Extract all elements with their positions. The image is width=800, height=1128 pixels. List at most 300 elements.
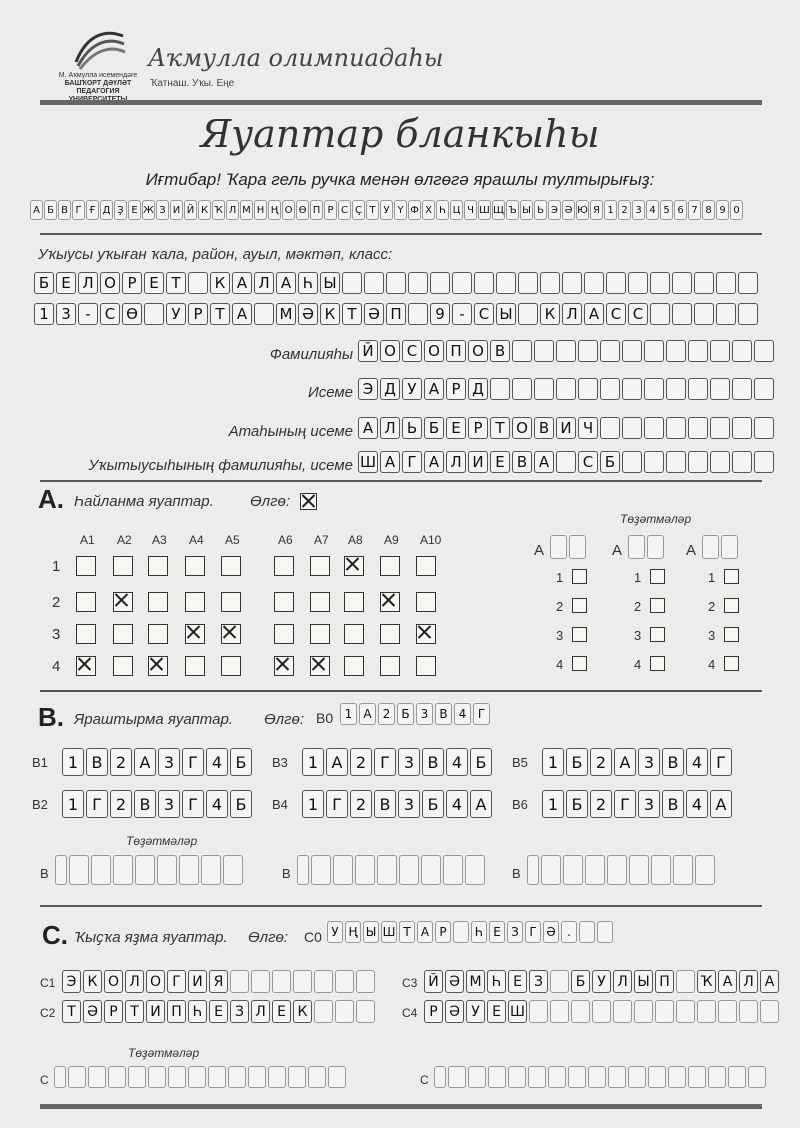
correction-cell (311, 855, 331, 885)
answer-checkbox[interactable] (310, 592, 330, 612)
correction-field[interactable] (297, 855, 485, 885)
letter-cell: В (86, 748, 108, 776)
section-b-letter: B. (38, 702, 64, 732)
letter-cell (622, 378, 642, 400)
answer-checkbox[interactable] (344, 656, 364, 676)
correction-cell (208, 1066, 226, 1088)
answer-checkbox[interactable] (344, 556, 364, 576)
letter-cell: С (474, 303, 494, 325)
letter-cell: Ш (508, 1000, 527, 1023)
letter-cell (650, 272, 670, 294)
correction-checkbox[interactable] (724, 569, 739, 584)
row-number: 4 (52, 658, 61, 675)
answer-field[interactable] (424, 970, 779, 993)
correction-cell[interactable] (569, 535, 586, 559)
answer-checkbox[interactable] (274, 656, 294, 676)
letter-cell: Е (489, 921, 505, 943)
correction-checkbox[interactable] (724, 656, 739, 671)
answer-checkbox[interactable] (185, 624, 205, 644)
letter-cell: Һ (436, 200, 449, 220)
letter-cell: Е (128, 200, 141, 220)
university-line-1: М. Аҡмулла исемендәге (58, 72, 138, 79)
letter-cell: А (710, 790, 732, 818)
letter-cell: 1 (604, 200, 617, 220)
letter-cell (710, 417, 730, 439)
letter-cell: З (507, 921, 523, 943)
letter-cell: Ң (345, 921, 361, 943)
letter-cell: 3 (632, 200, 645, 220)
letter-cell: А (534, 451, 554, 473)
answer-field[interactable] (302, 748, 492, 776)
letter-cell (688, 417, 708, 439)
letter-cell (364, 272, 384, 294)
letter-cell: И (556, 417, 576, 439)
correction-row-number: 3 (708, 628, 716, 643)
correction-cell (168, 1066, 186, 1088)
alphabet-sample (30, 200, 743, 220)
letter-cell: М (276, 303, 296, 325)
letter-cell (144, 303, 164, 325)
answer-checkbox[interactable] (148, 656, 168, 676)
correction-prefix: A (612, 542, 623, 559)
correction-cell (223, 855, 243, 885)
letter-cell: К (210, 272, 230, 294)
letter-cell: Ы (520, 200, 533, 220)
answer-checkbox[interactable] (380, 656, 400, 676)
letter-cell (718, 1000, 737, 1023)
section-c-example-label: Өлгө: (248, 929, 289, 946)
letter-cell: Ю (576, 200, 589, 220)
letter-cell: Б (44, 200, 57, 220)
letter-cell: П (655, 970, 674, 993)
correction-cell (268, 1066, 286, 1088)
correction-cell (297, 855, 309, 885)
correction-field[interactable] (527, 855, 715, 885)
letter-cell (600, 378, 620, 400)
letter-cell (666, 451, 686, 473)
answer-field[interactable] (62, 1000, 375, 1023)
answer-label: B3 (272, 755, 288, 770)
letter-cell (666, 417, 686, 439)
letter-cell: Л (125, 970, 144, 993)
letter-cell (474, 272, 494, 294)
column-header: A7 (314, 533, 329, 547)
letter-cell: 9 (430, 303, 450, 325)
letter-cell: 4 (686, 748, 708, 776)
section-b-title: Яраштырма яуаптар. (74, 711, 233, 728)
answer-checkbox[interactable] (380, 592, 400, 612)
answer-checkbox[interactable] (310, 556, 330, 576)
letter-cell: 4 (446, 748, 468, 776)
correction-row-number: 4 (556, 657, 564, 672)
correction-checkbox[interactable] (650, 569, 665, 584)
answer-field[interactable] (62, 970, 375, 993)
letter-cell: 2 (590, 790, 612, 818)
school-line-1[interactable] (34, 272, 758, 294)
letter-cell: Г (525, 921, 541, 943)
letter-cell: Р (324, 200, 337, 220)
correction-checkbox[interactable] (650, 598, 665, 613)
letter-cell: А (358, 417, 378, 439)
answer-checkbox[interactable] (274, 624, 294, 644)
letter-cell (676, 970, 695, 993)
letter-cell (408, 272, 428, 294)
correction-cell[interactable] (647, 535, 664, 559)
correction-field[interactable] (54, 1066, 346, 1088)
correction-cell (355, 855, 375, 885)
section-a-title: Һайланма яуаптар. (74, 493, 214, 510)
answer-label: C2 (40, 1006, 56, 1020)
correction-row-number: 1 (708, 570, 716, 585)
letter-cell: В (374, 790, 396, 818)
letter-cell (644, 340, 664, 362)
letter-cell (634, 1000, 653, 1023)
correction-checkbox[interactable] (724, 598, 739, 613)
answer-checkbox[interactable] (344, 624, 364, 644)
letter-cell (550, 1000, 569, 1023)
section-b-example (340, 703, 490, 725)
letter-cell: Г (182, 748, 204, 776)
correction-cell (108, 1066, 126, 1088)
answer-field[interactable] (302, 790, 492, 818)
letter-cell: К (198, 200, 211, 220)
letter-cell: Л (380, 417, 400, 439)
letter-cell: Е (487, 1000, 506, 1023)
letter-cell (453, 921, 469, 943)
letter-cell (386, 272, 406, 294)
name-label: Исеме (307, 384, 353, 401)
answer-checkbox[interactable] (416, 592, 436, 612)
letter-cell: Ҡ (212, 200, 225, 220)
answer-label: C4 (402, 1006, 418, 1020)
correction-checkbox[interactable] (724, 627, 739, 642)
column-header: A4 (189, 533, 204, 547)
letter-cell: И (146, 1000, 165, 1023)
answer-field[interactable] (542, 790, 732, 818)
divider-1 (40, 233, 762, 235)
letter-cell (518, 272, 538, 294)
letter-cell (550, 970, 569, 993)
letter-cell: 2 (110, 790, 132, 818)
answer-checkbox[interactable] (416, 656, 436, 676)
column-header: A5 (225, 533, 240, 547)
letter-cell: В (490, 340, 510, 362)
correction-cell (629, 855, 649, 885)
column-header: A8 (348, 533, 363, 547)
correction-prefix: C (420, 1073, 429, 1087)
correction-cell (188, 1066, 206, 1088)
letter-cell: С (402, 340, 422, 362)
letter-cell (584, 272, 604, 294)
letter-cell: А (718, 970, 737, 993)
letter-cell: И (188, 970, 207, 993)
letter-cell: Я (209, 970, 228, 993)
correction-cell (607, 855, 627, 885)
letter-cell: Ы (320, 272, 340, 294)
answer-checkbox[interactable] (310, 656, 330, 676)
correction-row-number: 2 (634, 599, 642, 614)
divider-4 (40, 905, 762, 907)
correction-cell (179, 855, 199, 885)
school-line-2[interactable] (34, 303, 758, 325)
correction-cell (148, 1066, 166, 1088)
correction-cell (608, 1066, 626, 1088)
answer-checkbox[interactable] (344, 592, 364, 612)
letter-cell (694, 303, 714, 325)
answer-checkbox[interactable] (113, 624, 133, 644)
correction-cell (69, 855, 89, 885)
letter-cell (622, 340, 642, 362)
section-a-letter: A. (38, 484, 64, 514)
patronymic-field[interactable] (358, 417, 774, 439)
answer-checkbox[interactable] (221, 656, 241, 676)
correction-cell[interactable] (721, 535, 738, 559)
letter-cell: А (232, 303, 252, 325)
letter-cell: Г (614, 790, 636, 818)
letter-cell (738, 303, 758, 325)
letter-cell: Л (613, 970, 632, 993)
letter-cell (534, 340, 554, 362)
letter-cell: П (167, 1000, 186, 1023)
correction-row-number: 3 (634, 628, 642, 643)
answer-field[interactable] (62, 790, 252, 818)
answer-checkbox[interactable] (185, 556, 205, 576)
letter-cell: С (338, 200, 351, 220)
header-divider (40, 100, 762, 105)
answer-checkbox[interactable] (148, 592, 168, 612)
letter-cell: Г (710, 748, 732, 776)
section-c-title: Ҡыҫҡа яҙма яуаптар. (74, 929, 228, 946)
university-logo (68, 22, 128, 70)
correction-field[interactable] (434, 1066, 766, 1088)
letter-cell: К (320, 303, 340, 325)
answer-checkbox[interactable] (416, 556, 436, 576)
letter-cell: Һ (487, 970, 506, 993)
letter-cell: Й (424, 970, 443, 993)
correction-cell[interactable] (702, 535, 719, 559)
letter-cell (644, 417, 664, 439)
correction-checkbox[interactable] (572, 627, 587, 642)
answer-checkbox[interactable] (221, 556, 241, 576)
correction-cell (465, 855, 485, 885)
letter-cell: Ш (359, 453, 377, 471)
letter-cell: Т (490, 417, 510, 439)
letter-cell (628, 272, 648, 294)
letter-cell: 4 (646, 200, 659, 220)
correction-cell (468, 1066, 486, 1088)
correction-checkbox[interactable] (650, 656, 665, 671)
letter-cell: О (512, 417, 532, 439)
answer-checkbox[interactable] (113, 592, 133, 612)
column-header: A9 (384, 533, 399, 547)
letter-cell: В (58, 200, 71, 220)
letter-cell: Л (446, 451, 466, 473)
letter-cell: - (452, 303, 472, 325)
correction-cell (91, 855, 111, 885)
letter-cell: Ф (408, 200, 421, 220)
letter-cell (716, 272, 736, 294)
answer-checkbox[interactable] (221, 624, 241, 644)
letter-cell: Г (326, 790, 348, 818)
correction-checkbox[interactable] (572, 598, 587, 613)
letter-cell (739, 1000, 758, 1023)
letter-cell: Ы (496, 303, 516, 325)
correction-row-number: 4 (634, 657, 642, 672)
answer-checkbox[interactable] (380, 624, 400, 644)
letter-cell: Г (182, 790, 204, 818)
letter-cell (613, 1000, 632, 1023)
correction-checkbox[interactable] (650, 627, 665, 642)
letter-cell (697, 1000, 716, 1023)
teacher-field[interactable] (358, 451, 774, 473)
answer-field[interactable] (542, 748, 732, 776)
letter-cell: У (166, 303, 186, 325)
answer-label: B1 (32, 755, 48, 770)
letter-cell: Н (254, 200, 267, 220)
correction-cell[interactable] (628, 535, 645, 559)
name-field[interactable] (358, 378, 774, 400)
letter-cell: С (100, 303, 120, 325)
answer-label: B6 (512, 797, 528, 812)
row-number: 3 (52, 626, 61, 643)
answer-checkbox[interactable] (76, 592, 96, 612)
letter-cell: 1 (340, 703, 357, 725)
correction-field[interactable] (55, 855, 243, 885)
correction-cell[interactable] (550, 535, 567, 559)
olympiad-name: Аҡмулла олимпиадаһы (148, 44, 444, 72)
letter-cell: 3 (158, 790, 180, 818)
letter-cell: У (327, 921, 343, 943)
letter-cell (562, 272, 582, 294)
correction-cell (157, 855, 177, 885)
answer-checkbox[interactable] (113, 556, 133, 576)
letter-cell (251, 970, 270, 993)
letter-cell: Т (210, 303, 230, 325)
letter-cell (655, 1000, 674, 1023)
letter-cell (754, 417, 774, 439)
letter-cell: Л (562, 303, 582, 325)
letter-cell: Һ (188, 1000, 207, 1023)
correction-cell (328, 1066, 346, 1088)
letter-cell: У (402, 378, 422, 400)
correction-checkbox[interactable] (572, 569, 587, 584)
letter-cell (600, 417, 620, 439)
letter-cell: Т (166, 272, 186, 294)
letter-cell: А (614, 748, 636, 776)
letter-cell (452, 272, 472, 294)
letter-cell: Ҫ (352, 200, 365, 220)
letter-cell: Д (380, 378, 400, 400)
letter-cell: В (662, 790, 684, 818)
answer-checkbox[interactable] (113, 656, 133, 676)
letter-cell (335, 970, 354, 993)
letter-cell: А (470, 790, 492, 818)
correction-row-number: 3 (556, 628, 564, 643)
letter-cell (732, 340, 752, 362)
letter-cell: Л (739, 970, 758, 993)
letter-cell: В (512, 451, 532, 473)
answer-checkbox[interactable] (148, 624, 168, 644)
letter-cell: А (760, 970, 779, 993)
answer-checkbox[interactable] (221, 592, 241, 612)
letter-cell: Б (600, 451, 620, 473)
letter-cell: Ы (634, 970, 653, 993)
letter-cell: 3 (416, 703, 433, 725)
correction-cell (128, 1066, 146, 1088)
letter-cell (754, 340, 774, 362)
letter-cell: К (293, 1000, 312, 1023)
letter-cell: 3 (398, 790, 420, 818)
letter-cell: Ж (142, 200, 155, 220)
correction-cell (648, 1066, 666, 1088)
letter-cell: Л (254, 272, 274, 294)
answer-checkbox[interactable] (76, 656, 96, 676)
letter-cell: Д (468, 378, 488, 400)
correction-cell (728, 1066, 746, 1088)
surname-field[interactable] (358, 340, 774, 362)
answer-field[interactable] (62, 748, 252, 776)
letter-cell (512, 378, 532, 400)
letter-cell (666, 378, 686, 400)
letter-cell: Т (62, 1000, 81, 1023)
letter-cell: О (100, 272, 120, 294)
correction-cell (421, 855, 441, 885)
letter-cell (672, 272, 692, 294)
correction-cell (628, 1066, 646, 1088)
letter-cell (356, 1000, 375, 1023)
answer-checkbox[interactable] (148, 556, 168, 576)
answer-label: C1 (40, 976, 56, 990)
letter-cell (188, 272, 208, 294)
letter-cell: П (310, 200, 323, 220)
letter-cell: П (386, 303, 406, 325)
answer-checkbox[interactable] (274, 592, 294, 612)
answer-field[interactable] (424, 1000, 779, 1023)
letter-cell: Ч (578, 417, 598, 439)
letter-cell: А (30, 200, 43, 220)
letter-cell: Б (470, 748, 492, 776)
answer-checkbox[interactable] (76, 624, 96, 644)
letter-cell (254, 303, 274, 325)
letter-cell: 3 (398, 748, 420, 776)
letter-cell: Р (435, 921, 451, 943)
letter-cell: А (417, 921, 433, 943)
letter-cell: А (424, 378, 444, 400)
answer-checkbox[interactable] (310, 624, 330, 644)
answer-checkbox[interactable] (185, 592, 205, 612)
letter-cell: 2 (350, 790, 372, 818)
letter-cell: О (380, 340, 400, 362)
letter-cell (534, 378, 554, 400)
answer-checkbox[interactable] (416, 624, 436, 644)
answer-checkbox[interactable] (76, 556, 96, 576)
letter-cell: Б (34, 272, 54, 294)
correction-cell (488, 1066, 506, 1088)
letter-cell (578, 378, 598, 400)
answer-checkbox[interactable] (380, 556, 400, 576)
letter-cell: Ҙ (114, 200, 127, 220)
letter-cell: Е (272, 1000, 291, 1023)
column-header: A10 (420, 533, 442, 547)
letter-cell: 4 (454, 703, 471, 725)
letter-cell: 1 (302, 790, 324, 818)
correction-checkbox[interactable] (572, 656, 587, 671)
letter-cell: О (282, 200, 295, 220)
letter-cell: Г (86, 790, 108, 818)
answer-checkbox[interactable] (274, 556, 294, 576)
answer-checkbox[interactable] (185, 656, 205, 676)
letter-cell: 8 (702, 200, 715, 220)
